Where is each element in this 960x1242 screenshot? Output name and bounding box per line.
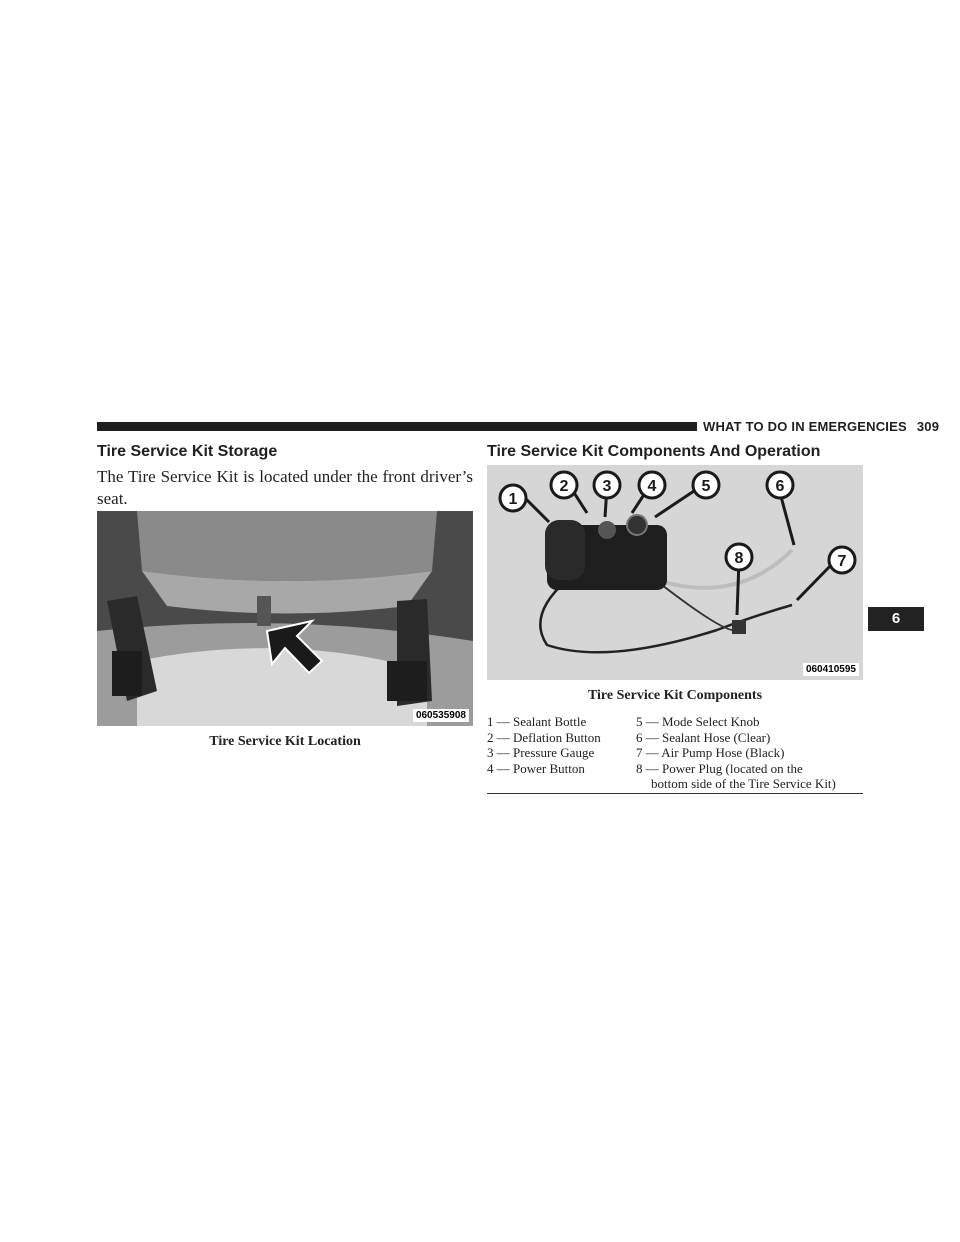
legend-item: 4 — Power Button: [487, 760, 585, 776]
legend-item: 1 — Sealant Bottle: [487, 714, 587, 729]
components-photo: [487, 465, 863, 680]
legend-item: 2 — Deflation Button: [487, 729, 601, 745]
legend-item: 5 — Mode Select Knob: [636, 714, 760, 729]
legend-item: 7 — Air Pump Hose (Black): [636, 745, 785, 760]
page-number: 309: [916, 419, 940, 434]
seat-location-photo: [97, 511, 473, 726]
storage-body-text: The Tire Service Kit is located under the front driver’s seat.: [97, 467, 473, 508]
callout-7: 7: [837, 553, 847, 570]
legend-divider: [487, 793, 863, 794]
callout-4: 4: [647, 478, 657, 495]
figure-code: 060535908: [413, 709, 469, 722]
callout-1: 1: [508, 491, 518, 508]
callout-3: 3: [602, 478, 612, 495]
legend-item: 8 — Power Plug (located on the: [636, 760, 803, 776]
legend-item: 3 — Pressure Gauge: [487, 745, 595, 760]
callout-6: 6: [775, 478, 785, 495]
section-title: WHAT TO DO IN EMERGENCIES: [703, 419, 907, 434]
callout-8: 8: [734, 550, 744, 567]
chapter-tab: 6: [868, 607, 924, 631]
figure-code: 060410595: [803, 663, 859, 676]
legend-item: bottom side of the Tire Service Kit): [651, 776, 836, 791]
callout-5: 5: [701, 478, 711, 495]
location-caption: Tire Service Kit Location: [209, 734, 361, 749]
components-caption: Tire Service Kit Components: [587, 688, 763, 703]
components-heading: Tire Service Kit Components And Operation: [487, 443, 821, 460]
running-header: [703, 419, 939, 434]
storage-heading: Tire Service Kit Storage: [97, 443, 278, 460]
legend-item: 6 — Sealant Hose (Clear): [636, 729, 771, 745]
header-rule: [97, 422, 697, 431]
callout-2: 2: [559, 478, 569, 495]
legend-column-1: [487, 714, 601, 776]
legend-column-2: [636, 714, 836, 792]
